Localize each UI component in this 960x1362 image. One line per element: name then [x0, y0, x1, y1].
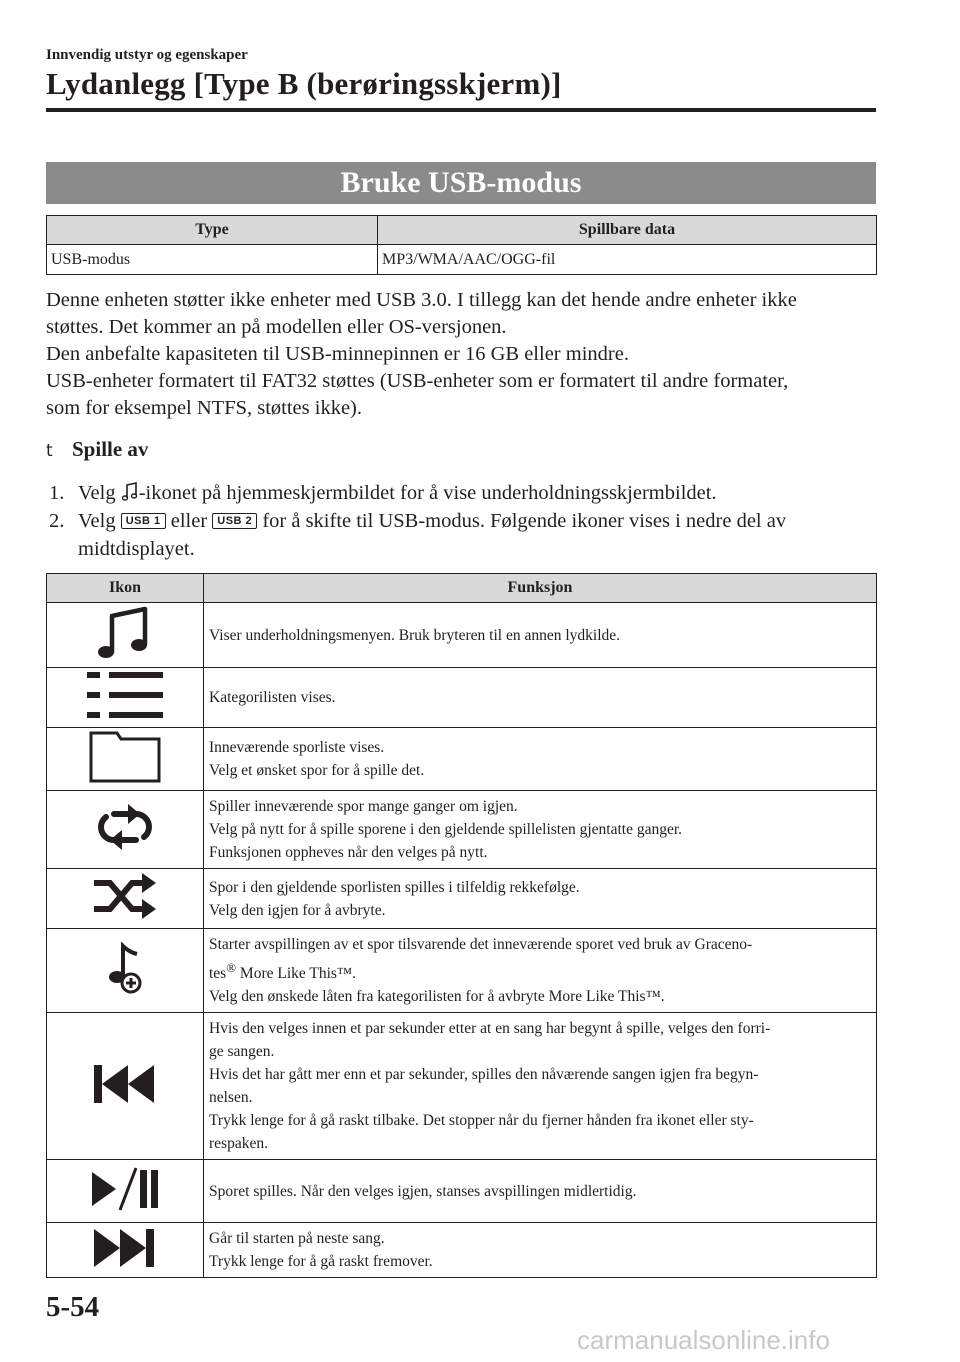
subheading-text: Spille av [72, 437, 149, 461]
page-number: 5-54 [46, 1291, 100, 1323]
function-text: tes [209, 965, 227, 983]
music-note-icon [121, 482, 139, 502]
function-text: Spiller inneværende spor mange ganger om igjen. [209, 798, 518, 815]
music-note-icon [95, 606, 155, 660]
table-row [47, 1013, 877, 1160]
shuffle-icon [90, 871, 160, 921]
function-text: Spor i den gjeldende sporlisten spilles i tilfeldig rekkefølge. [209, 878, 580, 896]
table-header-row [47, 216, 877, 245]
category-list-icon [85, 670, 165, 720]
more-like-this-icon [105, 942, 145, 994]
table-row [47, 1223, 877, 1278]
previous-track-icon [92, 1063, 158, 1105]
step-number: 1. [49, 482, 65, 504]
intro-line: støttes. Det kommer an på modellen eller OS-versjonen. [46, 316, 507, 338]
step-text: Velg [78, 482, 121, 504]
watermark: carmanualsonline.info [577, 1325, 830, 1355]
function-text: Velg den ønskede låten fra kategorilisten for å avbryte More Like This™. [209, 988, 665, 1006]
function-text: Funksjonen oppheves når den velges på nytt. [209, 844, 488, 861]
steps-list [46, 479, 886, 563]
title-divider [46, 108, 876, 112]
section-banner: Bruke USB-modus [46, 162, 876, 204]
function-cell [204, 603, 877, 668]
icon-cell [47, 728, 204, 791]
function-text: nelsen. [209, 1089, 253, 1107]
intro-line: Den anbefalte kapasiteten til USB-minnepinnen er 16 GB eller mindre. [46, 343, 629, 365]
function-text: Velg på nytt for å spille sporene i den gjeldende spillelisten gjentatte ganger. [209, 821, 683, 838]
function-cell [204, 728, 877, 791]
next-track-icon [92, 1227, 158, 1269]
function-cell [204, 1013, 877, 1160]
registered-mark: ® [226, 960, 237, 975]
col-header-icon: Ikon [47, 574, 204, 603]
function-text: Velg et ønsket spor for å spille det. [209, 762, 425, 779]
icon-cell [47, 791, 204, 869]
table-row [47, 929, 877, 1013]
intro-line: USB-enheter formatert til FAT32 støttes (USB-enheter som er formatert til andre formater, [46, 370, 789, 392]
function-text: Viser underholdningsmenyen. Bruk bryteren til en annen lydkilde. [209, 626, 621, 644]
function-cell [204, 1223, 877, 1278]
intro-line: som for eksempel NTFS, støttes ikke). [46, 397, 363, 419]
icon-cell [47, 1160, 204, 1223]
function-text: Trykk lenge for å gå raskt tilbake. Det stopper når du fjerner hånden fra ikonet eller sty- [209, 1112, 754, 1130]
function-text: Sporet spilles. Når den velges igjen, stanses avspillingen midlertidig. [209, 1182, 637, 1200]
icon-cell [47, 869, 204, 929]
step-text-continued: midtdisplayet. [78, 538, 195, 560]
step-text: -ikonet på hjemmeskjermbildet for å vise underholdningsskjermbildet. [138, 482, 717, 504]
function-cell [204, 869, 877, 929]
table-row [47, 245, 877, 275]
bullet-marker: t [46, 441, 53, 461]
usb1-button: USB 1 [121, 513, 166, 529]
step-2 [46, 507, 886, 563]
step-number: 2. [49, 510, 65, 532]
folder-icon [89, 731, 161, 783]
table-row [47, 869, 877, 929]
table-header-row [47, 574, 877, 603]
intro-line: Denne enheten støtter ikke enheter med USB 3.0. I tillegg kan det hende andre enheter ikke [46, 289, 797, 311]
function-cell [204, 668, 877, 728]
table-row [47, 791, 877, 869]
function-cell [204, 929, 877, 1013]
table-row [47, 603, 877, 668]
usb2-button: USB 2 [212, 513, 257, 529]
icon-cell [47, 603, 204, 668]
function-text: Trykk lenge for å gå raskt fremover. [209, 1253, 433, 1271]
function-text: respaken. [209, 1135, 268, 1153]
table-row [47, 668, 877, 728]
step-text: Velg [78, 510, 121, 532]
function-text: Hvis det har gått mer enn et par sekunder, spilles den nåværende sangen igjen fra begyn- [209, 1066, 759, 1084]
function-text: Velg den igjen for å avbryte. [209, 901, 386, 919]
function-text: Går til starten på neste sang. [209, 1230, 385, 1248]
play-pause-icon [90, 1166, 160, 1212]
col-header-data: Spillbare data [378, 216, 877, 245]
step-1 [46, 479, 886, 507]
function-text: Inneværende sporliste vises. [209, 739, 385, 756]
repeat-icon [92, 802, 158, 852]
cell-type: USB-modus [47, 245, 378, 275]
icon-table [46, 573, 877, 1278]
function-text: More Like This™. [236, 965, 356, 983]
function-text: ge sangen. [209, 1043, 275, 1061]
icon-cell [47, 668, 204, 728]
function-text: Starter avspillingen av et spor tilsvarende det inneværende sporet ved bruk av Graceno- [209, 936, 753, 953]
icon-cell [47, 929, 204, 1013]
subheading [46, 437, 148, 462]
function-text [209, 956, 871, 985]
icon-cell [47, 1013, 204, 1160]
col-header-type: Type [47, 216, 378, 245]
function-cell [204, 1160, 877, 1223]
col-header-function: Funksjon [204, 574, 877, 603]
section-label: Innvendig utstyr og egenskaper [46, 47, 248, 63]
function-text: Hvis den velges innen et par sekunder etter at en sang har begynt å spille, velges den forri- [209, 1020, 771, 1038]
icon-cell [47, 1223, 204, 1278]
type-table [46, 215, 877, 275]
function-text: Kategorilisten vises. [209, 689, 336, 706]
table-row [47, 728, 877, 791]
cell-data: MP3/WMA/AAC/OGG-fil [378, 245, 877, 275]
step-text: eller [165, 510, 213, 532]
function-cell [204, 791, 877, 869]
page-title: Lydanlegg [Type B (berøringsskjerm)] [46, 66, 562, 101]
step-text: for å skifte til USB-modus. Følgende ikoner vises i nedre del av [257, 510, 787, 532]
intro-paragraph [46, 287, 886, 422]
table-row [47, 1160, 877, 1223]
